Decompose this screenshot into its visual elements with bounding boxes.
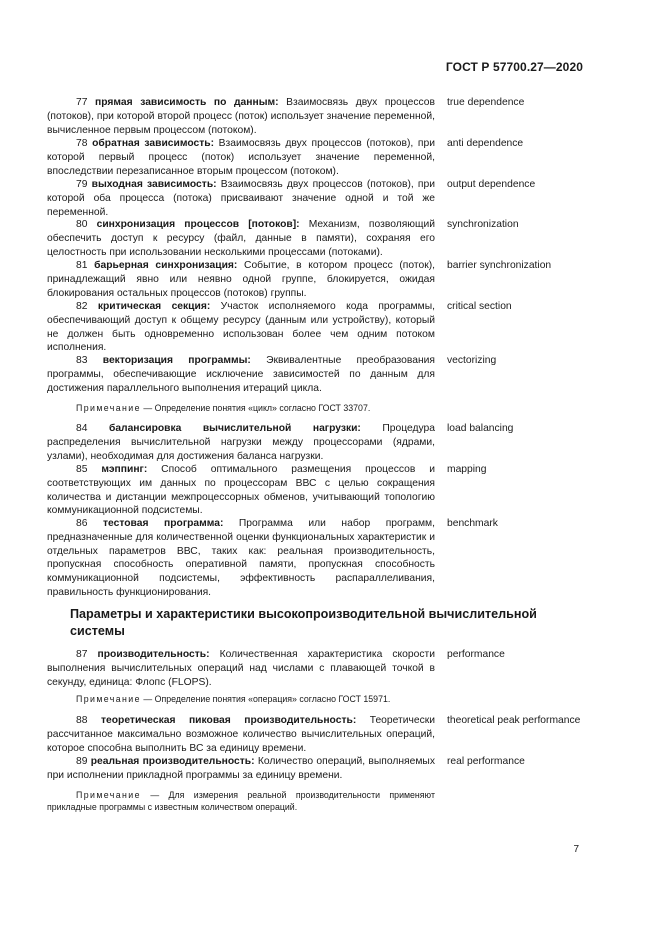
- term-number: 85: [76, 464, 88, 475]
- note-label: Примечание: [76, 790, 141, 800]
- term-definition: [47, 755, 435, 783]
- term-name: обратная зависимость:: [92, 138, 215, 149]
- term-name: синхронизация процессов [потоков]:: [96, 219, 300, 230]
- term-text: Количественная характеристика скорости выполнения вычислительных операций над числами с плавающей точкой в секунду, единица: Флопс (FLOPS).: [47, 649, 435, 688]
- term-text: Участок исполняемого кода программы, обеспечивающий доступ к общему ресурсу (данным или устройству), который не должен быть одновременно использован более чем одним потоком исполнения.: [47, 301, 435, 354]
- term-english: mapping: [447, 464, 487, 475]
- term-definition: [47, 463, 435, 518]
- term-text: Событие, в котором процесс (поток), принадлежащий явно или неявно одной группе, блокируется, ожидая блокирования остальных процессов (потоков) группы.: [47, 260, 435, 299]
- note: [47, 789, 435, 813]
- term-text: Механизм, позволяющий обеспечить доступ к ресурсу (файл, данные в памяти), сохраняя его целостность при использовании несколькими процессами (потоками).: [47, 219, 435, 258]
- term-text: Программа или набор программ, предназначенные для количественной оценки функциональных характеристик и отдельных параметров ВВС, таких как: реальная производительность, пропускная способность оперативной памяти, пропускная способность коммуникационной подсистемы, эффективность распараллеливания, правильность функционирования.: [47, 518, 435, 598]
- term-text: Количество операций, выполняемых при исполнении прикладной программы за единицу времени.: [47, 756, 435, 781]
- term-english: vectorizing: [447, 355, 497, 366]
- term-number: 78: [76, 138, 88, 149]
- term-name: тестовая программа:: [103, 518, 224, 529]
- term-english: real performance: [447, 756, 525, 767]
- term-definition: [47, 714, 435, 755]
- note-label: Примечание: [76, 403, 141, 413]
- term-text: Взаимосвязь двух процессов (потоков), при которой оба процесса (потока) присваивают значение одной и той же переменной.: [47, 179, 435, 218]
- note-text: — Для измерения реальной производительности применяют прикладные программы с известным количеством операций.: [47, 790, 435, 812]
- section-heading: Параметры и характеристики высокопроизводительной вычислительной системы: [70, 607, 537, 638]
- term-number: 80: [76, 219, 88, 230]
- term-name: выходная зависимость:: [91, 179, 217, 190]
- term-number: 89: [76, 756, 88, 767]
- term-english: load balancing: [447, 423, 514, 434]
- term-definition: [47, 300, 435, 355]
- term-english: critical section: [447, 301, 512, 312]
- term-number: 87: [76, 649, 88, 660]
- term-number: 88: [76, 715, 88, 726]
- term-name: прямая зависимость по данным:: [95, 97, 279, 108]
- term-text: Взаимосвязь двух процессов (потоков), при которой второй процесс (поток) использует значение переменной, вычисленное первым процессом (потоком).: [47, 97, 435, 136]
- term-text: Эквивалентные преобразования программы, обеспечивающие исключение зависимостей по данным для достижения параллельного выполнения итераций цикла.: [47, 355, 435, 394]
- term-english: output dependence: [447, 179, 536, 190]
- term-name: барьерная синхронизация:: [94, 260, 238, 271]
- term-definition: [47, 218, 435, 259]
- term-english: benchmark: [447, 518, 498, 529]
- term-english: barrier synchronization: [447, 260, 552, 271]
- note: [47, 402, 435, 414]
- term-definition: [47, 96, 435, 137]
- term-text: Взаимосвязь двух процессов (потоков), при которой первый процесс (поток) использует значение переменной, впоследствии перезаписанное вторым процессом (потоком).: [47, 138, 435, 177]
- term-number: 83: [76, 355, 88, 366]
- term-number: 84: [76, 423, 88, 434]
- term-definition: [47, 354, 435, 395]
- term-number: 82: [76, 301, 88, 312]
- term-text: Процедура распределения вычислительной нагрузки между процессорами (ядрами, узлами), необходимая для достижения баланса нагрузки.: [47, 423, 435, 462]
- term-definition: [47, 422, 435, 463]
- term-english: performance: [447, 649, 505, 660]
- page-number: 7: [573, 844, 579, 855]
- term-name: реальная производительность:: [90, 756, 255, 767]
- term-definition: [47, 517, 435, 600]
- term-number: 86: [76, 518, 88, 529]
- term-english: true dependence: [447, 97, 525, 108]
- term-name: производительность:: [97, 649, 210, 660]
- term-name: векторизация программы:: [102, 355, 251, 366]
- note: [47, 693, 435, 705]
- term-text: Способ оптимального размещения процессов и соответствующих им данных по процессорам ВВС с целью сокращения количества и дистанции межпроцессорных обменов, учитывающий топологию коммуникационной подсистемы.: [47, 464, 435, 517]
- term-number: 81: [76, 260, 88, 271]
- term-definition: [47, 648, 435, 689]
- term-definition: [47, 259, 435, 300]
- note-label: Примечание: [76, 694, 141, 704]
- term-english: synchronization: [447, 219, 519, 230]
- note-text: — Определение понятия «операция» согласно ГОСТ 15971.: [140, 694, 391, 704]
- term-english: theoretical peak performance: [447, 715, 581, 726]
- term-number: 77: [76, 97, 88, 108]
- term-name: балансировка вычислительной нагрузки:: [108, 423, 361, 434]
- term-name: теоретическая пиковая производительность:: [100, 715, 357, 726]
- term-name: мэппинг:: [101, 464, 148, 475]
- term-definition: [47, 137, 435, 178]
- document-code: ГОСТ Р 57700.27—2020: [445, 60, 583, 74]
- term-english: anti dependence: [447, 138, 524, 149]
- note-text: — Определение понятия «цикл» согласно ГОСТ 33707.: [140, 403, 371, 413]
- term-text: Теоретически рассчитанное максимально возможное количество вычислительных операций, которое способна выполнить ВС за единицу времени.: [47, 715, 435, 754]
- term-definition: [47, 178, 435, 219]
- term-number: 79: [76, 179, 88, 190]
- term-name: критическая секция:: [97, 301, 211, 312]
